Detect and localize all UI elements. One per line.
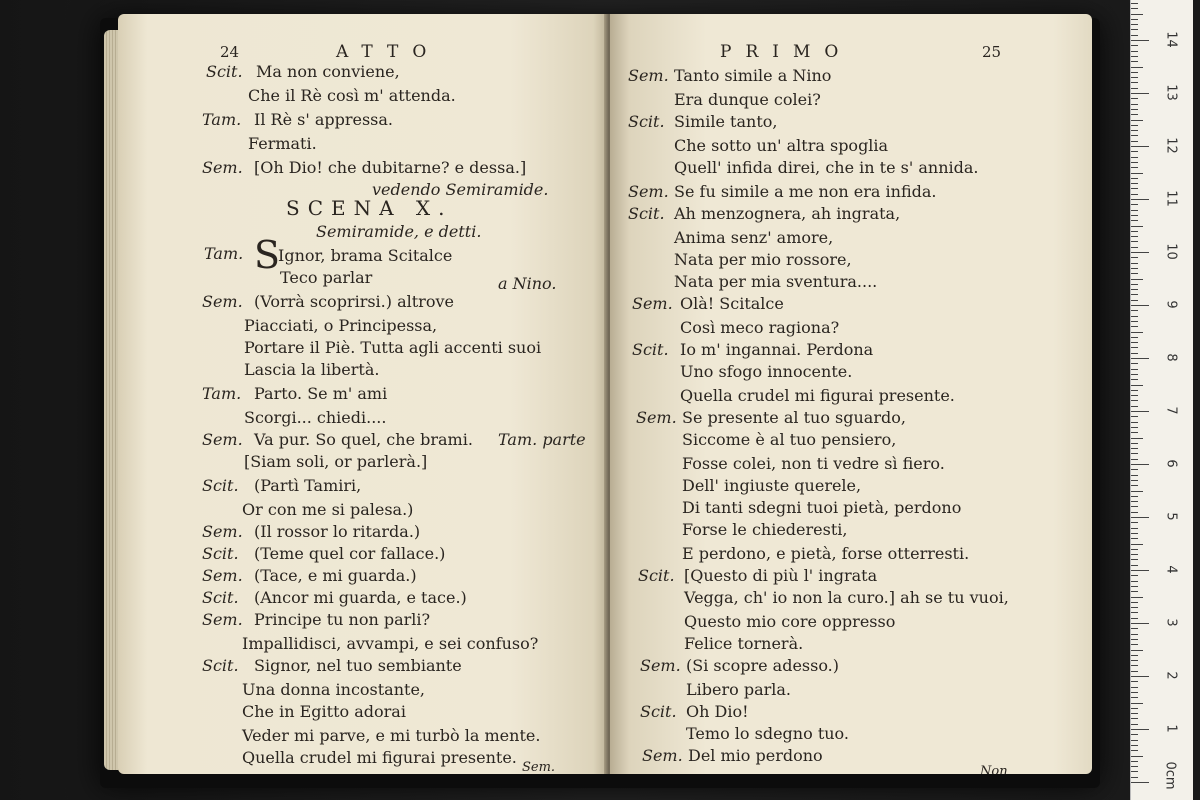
ruler-tick: [1131, 575, 1138, 576]
verse-line: Olà! Scitalce: [680, 294, 784, 313]
ruler-tick: [1131, 491, 1143, 492]
ruler-tick: [1131, 766, 1138, 767]
ruler-number: 12: [1163, 137, 1179, 154]
ruler-tick: [1131, 512, 1138, 513]
ruler-tick: [1131, 88, 1138, 89]
ruler-tick: [1131, 634, 1138, 635]
ruler-tick: [1131, 676, 1149, 677]
speaker-label: Scit.: [632, 340, 669, 359]
ruler-tick: [1131, 363, 1138, 364]
speaker-label: Scit.: [640, 702, 677, 721]
verse-line: Va pur. So quel, che brami.: [254, 430, 473, 449]
stage-direction: vedendo Semiramide.: [372, 180, 549, 199]
speaker-label: Sem.: [642, 746, 683, 765]
verse-line: Di tanti sdegni tuoi pietà, perdono: [682, 498, 962, 517]
ruler-tick: [1131, 480, 1138, 481]
ruler-tick: [1131, 665, 1138, 666]
ruler-tick: [1131, 321, 1138, 322]
verse-line: Veder mi parve, e mi turbò la mente.: [242, 726, 541, 745]
verse-line: Simile tanto,: [674, 112, 778, 131]
ruler-tick: [1131, 188, 1138, 189]
verse-line: Che il Rè così m' attenda.: [248, 86, 456, 105]
ruler-tick: [1131, 506, 1138, 507]
ruler-tick: [1131, 24, 1138, 25]
ruler-tick: [1131, 692, 1138, 693]
verse-line: Questo mio core oppresso: [684, 612, 896, 631]
ruler-tick: [1131, 581, 1138, 582]
ruler-tick: [1131, 771, 1138, 772]
ruler-tick: [1131, 151, 1138, 152]
ruler-tick: [1131, 157, 1138, 158]
speaker-label: Sem.: [628, 66, 669, 85]
verse-line: Nata per mia sventura....: [674, 272, 878, 291]
ruler-tick: [1131, 782, 1149, 783]
verse-line: Oh Dio!: [686, 702, 749, 721]
speaker-label: Sem.: [202, 566, 243, 585]
ruler-tick: [1131, 644, 1138, 645]
ruler-tick: [1131, 332, 1143, 333]
ruler-tick: [1131, 496, 1138, 497]
verse-line: Temo lo sdegno tuo.: [686, 724, 849, 743]
ruler-tick: [1131, 623, 1149, 624]
ruler-number: 1: [1163, 724, 1179, 733]
verse-line: Signor, nel tuo sembiante: [254, 656, 462, 675]
ruler-tick: [1131, 40, 1149, 41]
speaker-label: Scit.: [628, 204, 665, 223]
ruler-tick: [1131, 284, 1138, 285]
ruler-tick: [1131, 448, 1138, 449]
ruler-tick: [1131, 761, 1138, 762]
ruler-number: 14: [1163, 31, 1179, 48]
verse-line: Una donna incostante,: [242, 680, 426, 699]
speaker-label: Tam.: [202, 384, 242, 403]
speaker-label: Sem.: [202, 158, 243, 177]
ruler-number: 5: [1163, 512, 1179, 521]
ruler-number: 10: [1163, 243, 1179, 260]
catchword: Sem.: [522, 760, 556, 774]
ruler-tick: [1131, 443, 1138, 444]
ruler-tick: [1131, 353, 1138, 354]
ruler-tick: [1131, 459, 1138, 460]
ruler-tick: [1131, 671, 1138, 672]
ruler-tick: [1131, 279, 1143, 280]
ruler-tick: [1131, 146, 1149, 147]
ruler-number: 2: [1163, 671, 1179, 680]
ruler-tick: [1131, 517, 1149, 518]
page-number-right: 25: [982, 43, 1002, 61]
ruler-tick: [1131, 114, 1138, 115]
ruler-tick: [1131, 756, 1143, 757]
ruler-tick: [1131, 416, 1138, 417]
drop-capital: S: [254, 233, 281, 277]
ruler-tick: [1131, 104, 1138, 105]
verse-line: Lascia la libertà.: [244, 360, 380, 379]
ruler-tick: [1131, 236, 1138, 237]
speaker-label: Scit.: [202, 656, 239, 675]
verse-line: Or con me si palesa.): [242, 500, 414, 519]
ruler-tick: [1131, 98, 1138, 99]
verse-line: Impallidisci, avvampi, e sei confuso?: [242, 634, 539, 653]
verse-line: Io m' ingannai. Perdona: [680, 340, 874, 359]
ruler-tick: [1131, 130, 1138, 131]
ruler-tick: [1131, 379, 1138, 380]
verse-line: E perdono, e pietà, forse otterresti.: [682, 544, 970, 563]
speaker-label: Tam.: [202, 110, 242, 129]
verse-line: Così meco ragiona?: [680, 318, 840, 337]
ruler-tick: [1131, 252, 1149, 253]
ruler-tick: [1131, 294, 1138, 295]
speaker-label: Scit.: [202, 476, 239, 495]
ruler-tick: [1131, 591, 1138, 592]
ruler-tick: [1131, 35, 1138, 36]
verse-line: Del mio perdono: [688, 746, 823, 765]
ruler-number: 7: [1163, 406, 1179, 415]
speaker-label: Scit.: [202, 588, 239, 607]
ruler-tick: [1131, 289, 1138, 290]
ruler-tick: [1131, 125, 1138, 126]
ruler-tick: [1131, 3, 1138, 4]
speaker-label: Scit.: [638, 566, 675, 585]
ruler-tick: [1131, 650, 1143, 651]
verse-line: [Siam soli, or parlerà.]: [244, 452, 428, 471]
ruler-tick: [1131, 438, 1143, 439]
ruler-tick: [1131, 374, 1138, 375]
ruler-tick: [1131, 681, 1138, 682]
ruler-number: 6: [1163, 459, 1179, 468]
ruler-tick: [1131, 475, 1138, 476]
ruler-tick: [1131, 597, 1143, 598]
verse-line: Quell' infida direi, che in te s' annida.: [674, 158, 979, 177]
verse-line: Ah menzognera, ah ingrata,: [674, 204, 901, 223]
verse-line: [Questo di più l' ingrata: [684, 566, 878, 585]
ruler-tick: [1131, 183, 1138, 184]
ruler-tick: [1131, 395, 1138, 396]
ruler-tick: [1131, 14, 1143, 15]
ruler-tick: [1131, 607, 1138, 608]
catchword: Non: [980, 764, 1008, 774]
verse-line: (Ancor mi guarda, e tace.): [254, 588, 467, 607]
ruler-tick: [1131, 713, 1138, 714]
ruler-tick: [1131, 565, 1138, 566]
ruler-tick: [1131, 263, 1138, 264]
ruler-tick: [1131, 210, 1138, 211]
ruler-tick: [1131, 718, 1138, 719]
ruler-tick: [1131, 300, 1138, 301]
speaker-label: Tam.: [204, 244, 244, 263]
verse-line: Siccome è al tuo pensiero,: [682, 430, 897, 449]
verse-line: Tanto simile a Nino: [674, 66, 832, 85]
ruler-tick: [1131, 464, 1149, 465]
verse-line: Anima senz' amore,: [674, 228, 834, 247]
ruler-tick: [1131, 120, 1143, 121]
verse-line: Principe tu non parli?: [254, 610, 431, 629]
scene-heading: SCENA X.: [286, 196, 453, 220]
ruler-tick: [1131, 734, 1138, 735]
verse-line: Teco parlar: [280, 268, 373, 287]
ruler-tick: [1131, 45, 1138, 46]
ruler-tick: [1131, 406, 1138, 407]
speaker-label: Sem.: [640, 656, 681, 675]
verse-line: Quella crudel mi figurai presente.: [242, 748, 517, 767]
verse-line: (Si scopre adesso.): [686, 656, 840, 675]
speaker-label: Sem.: [202, 430, 243, 449]
ruler-tick: [1131, 501, 1138, 502]
ruler-tick: [1131, 326, 1138, 327]
ruler-tick: [1131, 750, 1138, 751]
ruler-tick: [1131, 554, 1138, 555]
ruler-tick: [1131, 422, 1138, 423]
verse-line: Il Rè s' appressa.: [254, 110, 394, 129]
verse-line: Se presente al tuo sguardo,: [682, 408, 906, 427]
ruler-tick: [1131, 167, 1138, 168]
verse-line: Era dunque colei?: [674, 90, 821, 109]
verse-line: (Vorrà scoprirsi.) altrove: [254, 292, 454, 311]
ruler-number: 11: [1163, 190, 1179, 207]
ruler-tick: [1131, 178, 1138, 179]
verse-line: Fosse colei, non ti vedre sì fiero.: [682, 454, 945, 473]
ruler-tick: [1131, 549, 1138, 550]
running-head-left: ATTO: [336, 42, 441, 62]
speaker-label: Sem.: [202, 610, 243, 629]
ruler-tick: [1131, 628, 1138, 629]
stage-direction: a Nino.: [498, 274, 557, 293]
right-page: [610, 14, 1092, 774]
ruler-tick: [1131, 602, 1138, 603]
ruler-tick: [1131, 432, 1138, 433]
ruler-tick: [1131, 740, 1138, 741]
ruler-tick: [1131, 226, 1143, 227]
ruler-tick: [1131, 342, 1138, 343]
ruler-tick: [1131, 268, 1138, 269]
verse-line: (Partì Tamiri,: [254, 476, 362, 495]
ruler-tick: [1131, 453, 1138, 454]
verse-line: Felice tornerà.: [684, 634, 804, 653]
ruler-tick: [1131, 77, 1138, 78]
speaker-label: Scit.: [628, 112, 665, 131]
ruler-tick: [1131, 56, 1138, 57]
ruler-number: 3: [1163, 618, 1179, 627]
verse-line: Forse le chiederesti,: [682, 520, 848, 539]
verse-line: Fermati.: [248, 134, 317, 153]
ruler-tick: [1131, 427, 1138, 428]
ruler-tick: [1131, 347, 1138, 348]
verse-line: Ma non conviene,: [256, 62, 400, 81]
ruler-tick: [1131, 51, 1138, 52]
stage-direction: Tam. parte: [498, 430, 586, 449]
verse-line: Ignor, brama Scitalce: [278, 246, 453, 265]
verse-line: [Oh Dio! che dubitarne? e dessa.]: [254, 158, 527, 177]
ruler-tick: [1131, 586, 1138, 587]
ruler-tick: [1131, 660, 1138, 661]
ruler-tick: [1131, 72, 1138, 73]
speaker-label: Sem.: [202, 522, 243, 541]
verse-line: (Il rossor lo ritarda.): [254, 522, 421, 541]
ruler-tick: [1131, 141, 1138, 142]
ruler-tick: [1131, 162, 1138, 163]
ruler-tick: [1131, 173, 1143, 174]
page-number-left: 24: [220, 43, 240, 61]
ruler-tick: [1131, 777, 1138, 778]
verse-line: Uno sfogo innocente.: [680, 362, 853, 381]
ruler-unit-label: 0cm: [1162, 761, 1178, 790]
ruler-number: 13: [1163, 84, 1179, 101]
ruler-tick: [1131, 533, 1138, 534]
ruler-tick: [1131, 135, 1138, 136]
ruler-tick: [1131, 724, 1138, 725]
ruler-tick: [1131, 337, 1138, 338]
ruler-tick: [1131, 639, 1138, 640]
measuring-ruler: [1130, 0, 1193, 800]
ruler-number: 9: [1163, 300, 1179, 309]
ruler-tick: [1131, 411, 1149, 412]
ruler-tick: [1131, 400, 1138, 401]
ruler-tick: [1131, 199, 1149, 200]
ruler-tick: [1131, 109, 1138, 110]
verse-line: Portare il Piè. Tutta agli accenti suoi: [244, 338, 542, 357]
speaker-label: Sem.: [202, 292, 243, 311]
ruler-tick: [1131, 194, 1138, 195]
speaker-label: Scit.: [206, 62, 243, 81]
speaker-label: Scit.: [202, 544, 239, 563]
ruler-tick: [1131, 29, 1138, 30]
ruler-tick: [1131, 570, 1149, 571]
ruler-tick: [1131, 729, 1149, 730]
ruler-tick: [1131, 61, 1138, 62]
scene-characters: Semiramide, e detti.: [316, 222, 482, 241]
ruler-tick: [1131, 703, 1143, 704]
ruler-tick: [1131, 241, 1138, 242]
speaker-label: Sem.: [632, 294, 673, 313]
ruler-tick: [1131, 390, 1138, 391]
ruler-tick: [1131, 82, 1138, 83]
ruler-tick: [1131, 231, 1138, 232]
speaker-label: Sem.: [628, 182, 669, 201]
ruler-tick: [1131, 215, 1138, 216]
ruler-tick: [1131, 257, 1138, 258]
verse-line: Quella crudel mi figurai presente.: [680, 386, 955, 405]
ruler-tick: [1131, 204, 1138, 205]
ruler-tick: [1131, 369, 1138, 370]
ruler-tick: [1131, 697, 1138, 698]
ruler-tick: [1131, 528, 1138, 529]
ruler-tick: [1131, 316, 1138, 317]
ruler-tick: [1131, 538, 1138, 539]
ruler-tick: [1131, 544, 1143, 545]
ruler-tick: [1131, 522, 1138, 523]
ruler-tick: [1131, 247, 1138, 248]
ruler-number: 4: [1163, 565, 1179, 574]
ruler-tick: [1131, 19, 1138, 20]
verse-line: Che in Egitto adorai: [242, 702, 406, 721]
verse-line: Se fu simile a me non era infida.: [674, 182, 937, 201]
ruler-tick: [1131, 67, 1143, 68]
ruler-tick: [1131, 273, 1138, 274]
verse-line: (Teme quel cor fallace.): [254, 544, 446, 563]
ruler-number: 8: [1163, 353, 1179, 362]
ruler-tick: [1131, 93, 1149, 94]
ruler-tick: [1131, 708, 1138, 709]
verse-line: (Tace, e mi guarda.): [254, 566, 417, 585]
ruler-tick: [1131, 559, 1138, 560]
verse-line: Che sotto un' altra spoglia: [674, 136, 889, 155]
ruler-tick: [1131, 305, 1149, 306]
verse-line: Libero parla.: [686, 680, 791, 699]
verse-line: Scorgi... chiedi....: [244, 408, 387, 427]
ruler-tick: [1131, 8, 1138, 9]
ruler-tick: [1131, 485, 1138, 486]
ruler-tick: [1131, 469, 1138, 470]
verse-line: Nata per mio rossore,: [674, 250, 852, 269]
ruler-tick: [1131, 618, 1138, 619]
running-head-right: PRIMO: [720, 42, 853, 62]
verse-line: Parto. Se m' ami: [254, 384, 388, 403]
ruler-tick: [1131, 612, 1138, 613]
ruler-tick: [1131, 385, 1143, 386]
speaker-label: Sem.: [636, 408, 677, 427]
ruler-tick: [1131, 655, 1138, 656]
ruler-tick: [1131, 220, 1138, 221]
verse-line: Piacciati, o Principessa,: [244, 316, 438, 335]
ruler-tick: [1131, 310, 1138, 311]
ruler-tick: [1131, 687, 1138, 688]
ruler-tick: [1131, 745, 1138, 746]
verse-line: Dell' ingiuste querele,: [682, 476, 862, 495]
left-page: [118, 14, 608, 774]
verse-line: Vegga, ch' io non la curo.] ah se tu vuoi,: [684, 588, 1009, 607]
ruler-tick: [1131, 358, 1149, 359]
